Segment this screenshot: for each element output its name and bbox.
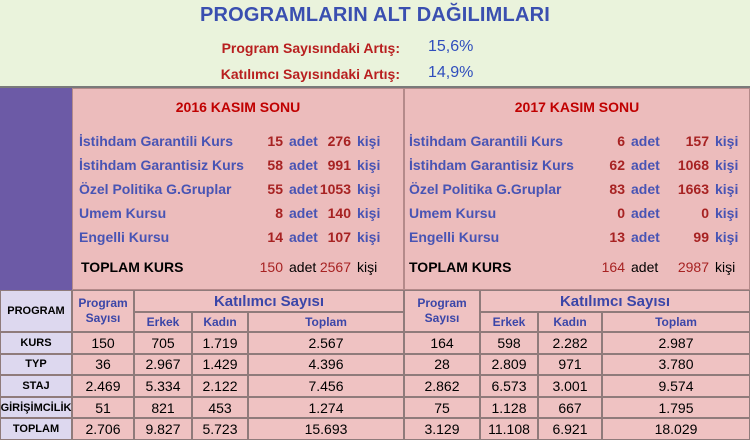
panel-2016 [72,88,404,290]
table-cell: 7.456 [248,375,404,397]
total-courses-label: TOPLAM KURS [81,259,184,275]
program-count-value: 13 [609,229,625,245]
table-cell: 705 [134,332,192,354]
program-type-label: Özel Politika G.Gruplar [79,181,232,197]
program-increase-label: Program Sayısındaki Artış: [221,40,400,56]
program-count-header-2016 [72,290,134,332]
participant-count-value: 99 [693,229,709,245]
adet-unit: adet [631,259,659,275]
table-row-label: TOPLAM [0,418,72,440]
participant-increase-label: Katılımcı Sayısındaki Artış: [220,66,400,82]
panel-2017 [404,88,750,290]
table-cell: 2.987 [602,332,750,354]
table-cell: 2.967 [134,354,192,376]
table-cell: 1.795 [602,397,750,419]
program-count-value: 0 [617,205,625,221]
table-cell: 2.809 [480,354,538,376]
kisi-unit: kişi [715,181,739,197]
table-cell: 2.122 [192,375,248,397]
participant-count-value: 157 [685,133,709,149]
program-count-header-2017 [404,290,480,332]
table-cell: 598 [480,332,538,354]
participant-count-value: 1053 [319,181,351,197]
male-header-2016: Erkek [134,312,192,332]
table-cell: 3.780 [602,354,750,376]
table-row-label: GİRİŞİMCİLİK [0,397,72,419]
adet-unit: adet [289,229,318,245]
table-cell: 1.128 [480,397,538,419]
participant-count-value: 140 [327,205,351,221]
left-accent-strip [0,88,72,290]
participant-increase-value: 14,9% [428,64,474,81]
adet-unit: adet [289,259,317,275]
panel-title: 2017 KASIM SONU [514,99,640,115]
program-type-label: Umem Kursu [409,205,497,221]
kisi-unit: kişi [357,259,378,275]
table-cell: 1.719 [192,332,248,354]
total-program-count: 164 [601,259,625,275]
program-type-label: Engelli Kursu [79,229,170,245]
table-row-label: TYP [0,354,72,376]
program-type-label: İstihdam Garantisiz Kurs [409,157,574,173]
kisi-unit: kişi [715,133,739,149]
participant-count-value: 1068 [677,157,709,173]
program-count-header-line1: Program [78,296,128,310]
kisi-unit: kişi [357,133,381,149]
table-cell: 2.469 [72,375,134,397]
adet-unit: adet [631,181,660,197]
adet-unit: adet [631,205,660,221]
adet-unit: adet [289,205,318,221]
participant-count-value: 1663 [677,181,709,197]
adet-unit: adet [289,157,318,173]
program-count-value: 55 [267,181,283,197]
table-cell: 75 [404,397,480,419]
table-cell: 4.396 [248,354,404,376]
program-count-value: 14 [267,229,283,245]
adet-unit: adet [631,133,660,149]
table-cell: 51 [72,397,134,419]
table-cell: 2.282 [538,332,602,354]
male-header-2017: Erkek [480,312,538,332]
participant-count-value: 991 [327,157,351,173]
table-cell: 971 [538,354,602,376]
table-cell: 36 [72,354,134,376]
table-cell: 6.921 [538,418,602,440]
table-cell: 2.706 [72,418,134,440]
program-count-header-line2: Sayısı [424,311,460,325]
table-cell: 6.573 [480,375,538,397]
participant-count-value: 0 [701,205,709,221]
program-count-value: 15 [267,133,283,149]
program-count-value: 6 [617,133,625,149]
panel-title: 2016 KASIM SONU [175,99,301,115]
female-header-2017: Kadın [538,312,602,332]
program-count-header-line2: Sayısı [85,311,121,325]
summary-header [0,0,750,88]
program-type-label: İstihdam Garantili Kurs [79,133,234,149]
table-cell: 9.574 [602,375,750,397]
kisi-unit: kişi [715,157,739,173]
table-cell: 164 [404,332,480,354]
table-cell: 2.862 [404,375,480,397]
table-row-label: KURS [0,332,72,354]
total-program-count: 150 [259,259,283,275]
adet-unit: adet [289,133,318,149]
table-cell: 2.567 [248,332,404,354]
table-row-label: STAJ [0,375,72,397]
program-count-value: 8 [275,205,283,221]
participants-header-2017: Katılımcı Sayısı [480,290,750,312]
female-header-2016: Kadın [192,312,248,332]
program-type-label: İstihdam Garantisiz Kurs [79,157,244,173]
table-cell: 1.429 [192,354,248,376]
table-cell: 453 [192,397,248,419]
table-cell: 9.827 [134,418,192,440]
program-increase-value: 15,6% [428,38,474,55]
kisi-unit: kişi [715,205,739,221]
kisi-unit: kişi [357,229,381,245]
table-cell: 3.129 [404,418,480,440]
participant-count-value: 107 [327,229,351,245]
kisi-unit: kişi [715,259,736,275]
program-type-label: İstihdam Garantili Kurs [409,133,564,149]
page-title: PROGRAMLARIN ALT DAĞILIMLARI [199,4,550,26]
total-header-2016: Toplam [248,312,404,332]
program-type-label: Engelli Kursu [409,229,500,245]
table-cell: 1.274 [248,397,404,419]
program-distribution-table [0,290,750,440]
table-cell: 5.334 [134,375,192,397]
table-cell: 821 [134,397,192,419]
kisi-unit: kişi [715,229,739,245]
kisi-unit: kişi [357,181,381,197]
program-count-header-line1: Program [417,296,467,310]
program-type-label: Umem Kursu [79,205,167,221]
participant-count-value: 276 [327,133,351,149]
adet-unit: adet [631,229,660,245]
table-cell: 28 [404,354,480,376]
kisi-unit: kişi [357,205,381,221]
table-cell: 150 [72,332,134,354]
table-cell: 5.723 [192,418,248,440]
table-cell: 15.693 [248,418,404,440]
table-cell: 18.029 [602,418,750,440]
total-courses-label: TOPLAM KURS [409,259,512,275]
program-count-value: 83 [609,181,625,197]
program-column-header: PROGRAM [0,290,72,332]
table-cell: 3.001 [538,375,602,397]
total-participant-count: 2567 [319,259,351,275]
table-cell: 667 [538,397,602,419]
adet-unit: adet [631,157,660,173]
total-header-2017: Toplam [602,312,750,332]
kisi-unit: kişi [357,157,381,173]
program-count-value: 58 [267,157,283,173]
participants-header-2016: Katılımcı Sayısı [134,290,404,312]
program-count-value: 62 [609,157,625,173]
table-cell: 11.108 [480,418,538,440]
program-type-label: Özel Politika G.Gruplar [409,181,562,197]
adet-unit: adet [289,181,318,197]
total-participant-count: 2987 [677,259,709,275]
